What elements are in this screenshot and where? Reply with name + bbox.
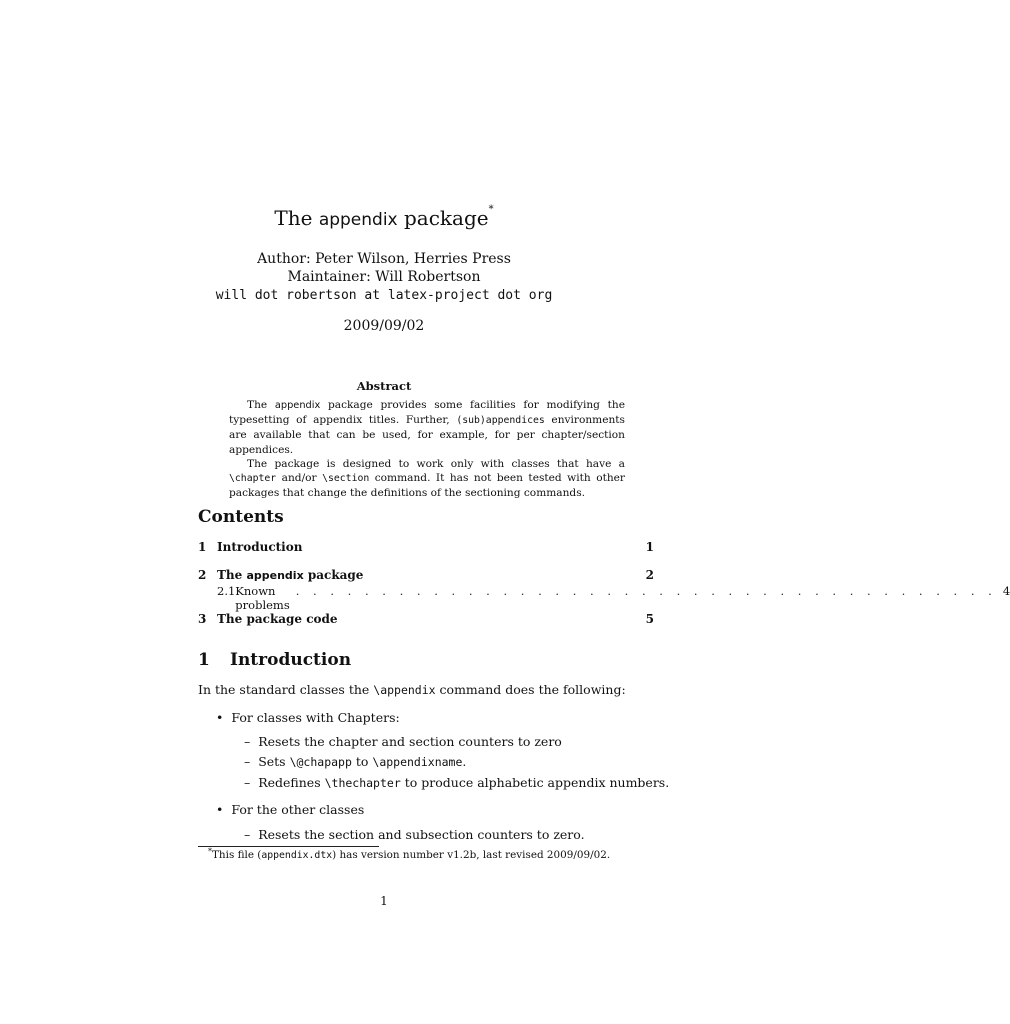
- section-title: Introduction: [230, 650, 352, 670]
- toc-entry-introduction[interactable]: [198, 540, 654, 554]
- section-heading-introduction: [198, 650, 351, 670]
- intro-text-1: In the standard classes the: [198, 682, 374, 697]
- toc-number: 2.1: [217, 584, 236, 598]
- dash-item-text-post: .: [462, 754, 467, 769]
- toc-title: Known problems: [235, 584, 290, 612]
- bullet-chapters: • For classes with Chapters:: [216, 710, 400, 725]
- abstract-paragraph-1: [229, 398, 625, 457]
- abstract-p1-text-2: package provides some facilities for modifying the typesetting of appendix titles. Further,: [229, 399, 626, 427]
- toc-page: 4: [1002, 584, 1010, 598]
- toc-number: 1: [198, 540, 207, 554]
- document-title: [0, 206, 768, 230]
- toc-entry-package-code[interactable]: [198, 612, 654, 626]
- bullet-other-classes-text: For the other classes: [231, 802, 365, 817]
- title-footnote-mark: *: [488, 204, 494, 215]
- abstract-p1-text-1: The: [247, 399, 275, 411]
- contents-heading: Contents: [198, 507, 284, 527]
- dash-item-reset-section: – Resets the section and subsection counters to zero.: [244, 827, 585, 842]
- toc-leader-dots: . . . . . . . . . . . . . . . . . . . . . . . . . . . . . . . . . . . . . . . . .: [295, 584, 997, 598]
- footnote-filename: appendix.dtx: [261, 850, 333, 861]
- abstract-p2-text-2: and/or: [276, 472, 323, 485]
- dash-item-sets-chapapp: – Sets \@chapapp to \appendixname.: [244, 754, 467, 769]
- dash-item-reset-chapter: – Resets the chapter and section counters to zero: [244, 734, 562, 749]
- abstract-body: [229, 398, 625, 500]
- abstract-p2-chapter-cmd: \chapter: [229, 473, 277, 485]
- author-line: Author: Peter Wilson, Herries Press: [257, 251, 511, 267]
- toc-title-post: package: [303, 568, 364, 582]
- page-number: 1: [380, 894, 388, 908]
- footnote-text-2: ) has version number v1.2b, last revised 2009/09/02.: [332, 849, 611, 861]
- email-line: will dot robertson at latex-project dot org: [215, 288, 553, 303]
- abstract-p1-env: (sub)appendices: [456, 415, 545, 427]
- toc-title: [217, 568, 634, 582]
- title-package-name: appendix: [318, 210, 398, 230]
- abstract-p2-text-3: command. It has not been tested with other packages that change the definitions of the sectioning commands.: [229, 472, 625, 500]
- thechapter-cmd: \thechapter: [324, 776, 401, 790]
- abstract-p1-package: appendix: [274, 400, 321, 411]
- toc-page: 5: [645, 612, 654, 626]
- dash-item-text-mid: to: [351, 754, 373, 769]
- toc-number: 3: [198, 612, 207, 626]
- footnote-mark: *: [208, 847, 212, 856]
- intro-text-2: command does the following:: [435, 682, 626, 697]
- abstract-p1-text-3: environments are available that can be used, for example, for per chapter/section appendices.: [229, 414, 625, 456]
- abstract-paragraph-2: [229, 457, 625, 501]
- footnote: [208, 849, 610, 861]
- toc-title: The package code: [217, 612, 338, 626]
- dash-item-text: Resets the chapter and section counters to zero: [258, 734, 562, 749]
- toc-page: 2: [645, 568, 654, 582]
- dash-item-text: Resets the section and subsection counters to zero.: [258, 827, 585, 842]
- toc-entry-known-problems[interactable]: [217, 584, 1010, 612]
- dash-item-text-post: to produce alphabetic appendix numbers.: [400, 775, 670, 790]
- bullet-chapters-text: For classes with Chapters:: [231, 710, 400, 725]
- toc-title-package: appendix: [246, 569, 304, 582]
- toc-number: 2: [198, 568, 207, 582]
- toc-title: Introduction: [217, 540, 303, 554]
- section-number: 1: [198, 650, 210, 670]
- maintainer-line: Maintainer: Will Robertson: [287, 269, 481, 285]
- date: 2009/09/02: [343, 318, 425, 334]
- abstract-p2-section-cmd: \section: [322, 473, 370, 485]
- toc-entry-appendix-package[interactable]: [198, 568, 654, 582]
- dash-item-redefines-thechapter: – Redefines \thechapter to produce alphabetic appendix numbers.: [244, 775, 670, 790]
- abstract-heading: Abstract: [356, 379, 412, 393]
- intro-appendix-cmd: \appendix: [373, 683, 436, 697]
- toc-title-pre: The: [217, 568, 247, 582]
- footnote-text-1: This file (: [212, 849, 262, 861]
- appendixname-cmd: \appendixname: [372, 755, 463, 769]
- title-post: package: [403, 206, 489, 230]
- dash-item-text-pre: Redefines: [258, 775, 325, 790]
- title-pre: The: [274, 206, 313, 230]
- abstract-p2-text-1: The package is designed to work only with classes that have a: [247, 457, 625, 470]
- dash-item-text-pre: Sets: [258, 754, 290, 769]
- chapapp-cmd: \@chapapp: [289, 755, 352, 769]
- bullet-other-classes: • For the other classes: [216, 802, 365, 817]
- intro-paragraph: [198, 682, 626, 697]
- footnote-rule: [198, 846, 379, 847]
- toc-page: 1: [645, 540, 654, 554]
